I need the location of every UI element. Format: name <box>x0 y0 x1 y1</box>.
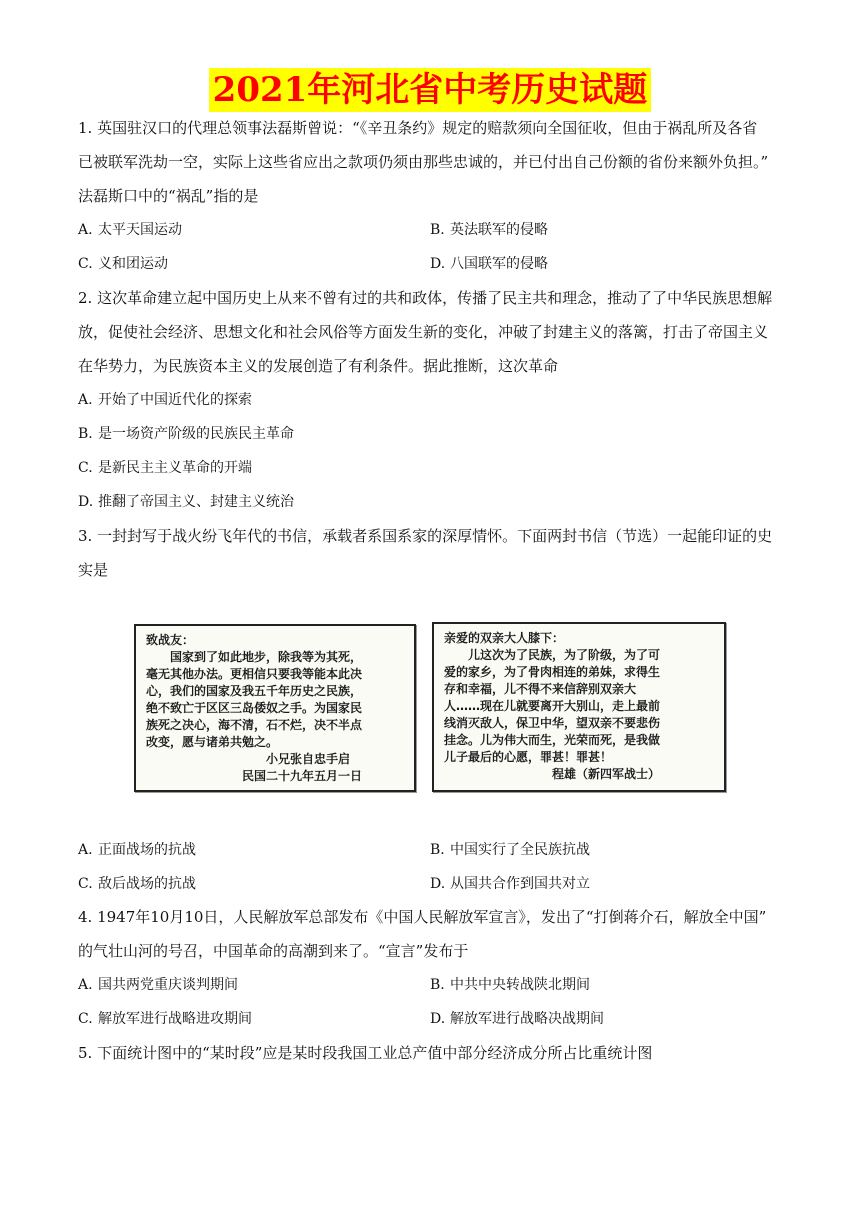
q3-option-b <box>430 841 590 859</box>
letter-line: 挂念。儿为伟大而生，光荣而死，是我做 <box>444 733 661 747</box>
q4-option-c <box>78 1010 252 1028</box>
option-text: 义和团运动 <box>98 256 168 272</box>
q1-option-d <box>430 255 548 273</box>
letter-line: 存和幸福，儿不得不来信辞别双亲大 <box>444 682 637 696</box>
q2-option-c <box>78 459 252 477</box>
option-key: A. <box>78 977 93 993</box>
letter-line: 儿这次为了民族，为了阶级，为了可 <box>444 648 661 662</box>
question-1-line-1: 1. 英国驻汉口的代理总领事法磊斯曾说：“《辛丑条约》规定的赔款须向全国征收，但由于祸乱所及各省 <box>78 119 758 137</box>
option-text: 国共两党重庆谈判期间 <box>98 977 238 993</box>
letter-line: 族死之决心，海不清，石不烂，决不半点 <box>146 718 363 732</box>
option-key: D. <box>430 876 446 892</box>
option-key: D. <box>430 256 446 272</box>
option-key: A. <box>78 392 93 408</box>
option-text: 英法联军的侵略 <box>450 222 548 238</box>
q3-option-a <box>78 841 196 859</box>
letter-line: 人……现在儿就要离开大别山，走上最前 <box>444 699 661 713</box>
option-key: B. <box>430 977 445 993</box>
q2-option-b <box>78 425 294 443</box>
letter-date: 民国二十九年五月一日 <box>146 769 363 783</box>
q4-option-d <box>430 1010 604 1028</box>
question-3-line-1: 3. 一封封写于战火纷飞年代的书信，承载者系国系家的深厚情怀。下面两封书信（节选）一起能印证的史 <box>78 527 773 545</box>
option-key: A. <box>78 842 93 858</box>
option-text: 中共中央转战陕北期间 <box>450 977 590 993</box>
option-text: 开始了中国近代化的探索 <box>98 392 252 408</box>
letter-signature: 小兄张自忠手启 <box>146 752 351 766</box>
question-1-line-2: 已被联军洗劫一空，实际上这些省应出之款项仍须由那些忠诚的，并已付出自己份额的省份来额外负担。” <box>78 153 769 171</box>
letter-line: 绝不致亡于区区三岛倭奴之手。为国家民 <box>146 701 363 715</box>
option-text: 从国共合作到国共对立 <box>450 876 590 892</box>
q3-option-d <box>430 875 590 893</box>
question-2-line-2: 放，促使社会经济、思想文化和社会风俗等方面发生新的变化，冲破了封建主义的落篱，打击了帝国主义 <box>78 323 769 341</box>
q2-option-d <box>78 493 294 511</box>
question-4-line-1: 4. 1947年10月10日，人民解放军总部发布《中国人民解放军宣言》，发出了“打倒蒋介石，解放全中国” <box>78 908 767 926</box>
option-key: B. <box>430 222 445 238</box>
option-text: 敌后战场的抗战 <box>98 876 196 892</box>
title-container <box>0 68 860 112</box>
option-key: C. <box>78 876 93 892</box>
option-text: 是新民主主义革命的开端 <box>98 460 252 476</box>
question-4-line-2: 的气壮山河的号召，中国革命的高潮到来了。“宣言”发布于 <box>78 942 469 960</box>
option-text: 是一场资产阶级的民族民主革命 <box>98 426 294 442</box>
letter-image-zhang-zizhong <box>134 624 416 792</box>
option-text: 中国实行了全民族抗战 <box>450 842 590 858</box>
letter-line: 改变，愿与诸弟共勉之。 <box>146 735 279 749</box>
q1-option-c <box>78 255 168 273</box>
option-text: 解放军进行战略进攻期间 <box>98 1011 252 1027</box>
option-text: 太平天国运动 <box>98 222 182 238</box>
question-2-line-1: 2. 这次革命建立起中国历史上从来不曾有过的共和政体，传播了民主共和理念，推动了了中华民族思想解 <box>78 289 773 307</box>
q1-option-a <box>78 221 182 239</box>
question-2-line-3: 在华势力，为民族资本主义的发展创造了有利条件。据此推断，这次革命 <box>78 357 559 375</box>
letter-line: 线消灭敌人，保卫中华，望双亲不要悲伤 <box>444 716 661 730</box>
letter-line: 爱的家乡，为了骨肉相连的弟妹，求得生 <box>444 665 661 679</box>
option-key: C. <box>78 1011 93 1027</box>
option-key: A. <box>78 222 93 238</box>
letter-line: 亲爱的双亲大人膝下： <box>444 631 565 645</box>
page-title: 2021年河北省中考历史试题 <box>209 68 652 112</box>
q2-option-a <box>78 391 252 409</box>
letter-line: 国家到了如此地步，除我等为其死， <box>146 650 363 664</box>
option-key: B. <box>430 842 445 858</box>
option-text: 解放军进行战略决战期间 <box>450 1011 604 1027</box>
letter-line: 儿子最后的心愿，罪甚！罪甚！ <box>444 750 613 764</box>
letter-signature: 程雄（新四军战士） <box>444 767 661 781</box>
option-text: 正面战场的抗战 <box>98 842 196 858</box>
q3-option-c <box>78 875 196 893</box>
option-text: 推翻了帝国主义、封建主义统治 <box>98 494 294 510</box>
option-key: C. <box>78 256 93 272</box>
q4-option-a <box>78 976 238 994</box>
option-key: D. <box>430 1011 446 1027</box>
letter-line: 心，我们的国家及我五千年历史之民族， <box>146 684 363 698</box>
letter-line: 毫无其他办法。更相信只要我等能本此决 <box>146 667 363 681</box>
option-key: D. <box>78 494 94 510</box>
question-1-line-3: 法磊斯口中的“祸乱”指的是 <box>78 187 259 205</box>
option-key: B. <box>78 426 93 442</box>
q1-option-b <box>430 221 548 239</box>
letter-line: 致战友： <box>146 633 195 647</box>
letter-image-cheng-xiong <box>432 622 726 792</box>
q4-option-b <box>430 976 590 994</box>
option-key: C. <box>78 460 93 476</box>
question-3-line-2: 实是 <box>78 561 109 579</box>
option-text: 八国联军的侵略 <box>450 256 548 272</box>
question-5-line-1: 5. 下面统计图中的“某时段”应是某时段我国工业总产值中部分经济成分所占比重统计图 <box>78 1044 653 1062</box>
